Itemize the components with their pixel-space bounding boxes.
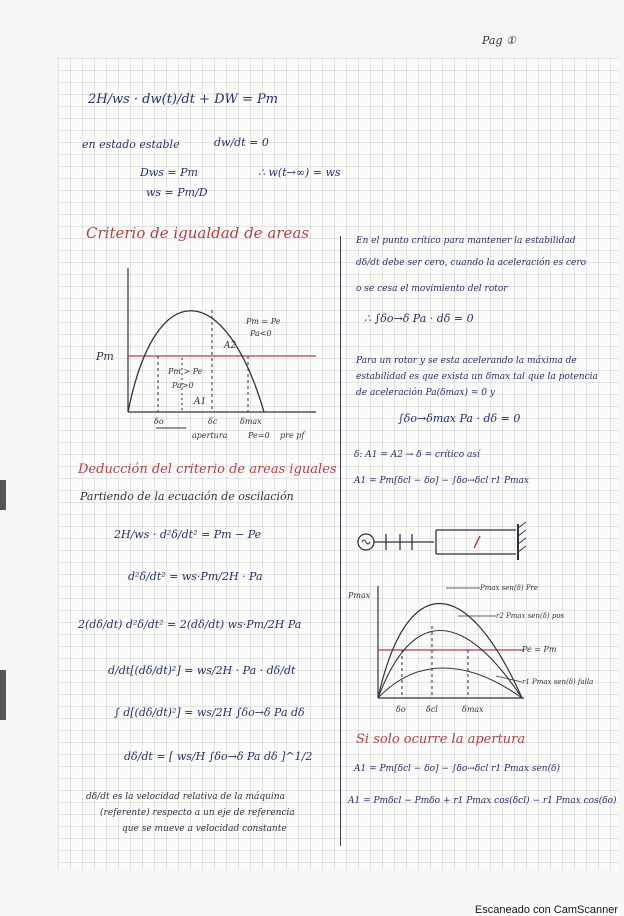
system-line-2: A1 = Pm[δcl − δo] − ∫δo→δcl r1 Pmax [354, 476, 529, 486]
circuit-sketch [356, 520, 536, 564]
steady-state-label: en estado estable [82, 138, 180, 151]
stability-line-2: estabilidad es que exista un δmax tal que la potencia [356, 372, 598, 382]
from-equation-label: Partiendo de la ecuación de oscilación [80, 490, 294, 503]
deduction-step-6: dδ/dt = [ ws/H ∫δo→δ Pa dδ ]^1/2 [124, 750, 313, 763]
column-divider [340, 236, 341, 846]
criterion-title: Criterio de igualdad de areas [86, 224, 309, 242]
stability-line-3: de aceleración Pa(δmax) = 0 y [356, 388, 495, 398]
note-line-1: dδ/dt es la velocidad relativa de la máquina [86, 792, 285, 802]
deduction-step-5: ∫ d[(dδ/dt)²] = ws/2H ∫δo→δ Pa dδ [114, 706, 305, 719]
critical-point-line-3: o se cesa el movimiento del rotor [356, 284, 508, 294]
critical-point-line-2: dδ/dt debe ser cero, cuando la aceleración es cero [356, 258, 587, 268]
deduction-step-2: d²δ/dt² = ws·Pm/2H · Pa [128, 570, 263, 583]
graph-delta-0: δo [154, 417, 164, 426]
binding-mark [0, 670, 6, 720]
scanner-watermark: Escaneado con CamScanner [474, 904, 618, 916]
graph-pre-pf: pre pf [280, 431, 305, 440]
pa-graph-pre-curve: Pmax sen(δ) Pre [480, 584, 539, 592]
deduction-step-3: 2(dδ/dt) d²δ/dt² = 2(dδ/dt) ws·Pm/2H Pa [78, 618, 302, 631]
graph-pa-neg: Pa<0 [250, 329, 272, 338]
pa-graph-falla-curve: r1 Pmax sen(δ) falla [522, 678, 594, 686]
equation-dws: Dws = Pm [140, 166, 198, 179]
note-line-2: (referente) respecto a un eje de referencia [100, 808, 295, 818]
binding-mark [0, 480, 6, 510]
stability-line-1: Para un rotor y se esta acelerando la máxima de [356, 356, 577, 366]
pa-graph-pmax: Pmax [348, 591, 371, 600]
critical-point-line-1: En el punto crítico para mantener la estabilidad [356, 236, 576, 246]
note-line-3: que se mueve a velocidad constante [122, 824, 287, 834]
deduction-title: Deducción del criterio de areas iguales [78, 462, 337, 477]
equal-area-graph [96, 262, 326, 442]
page-number: Pag ① [482, 34, 516, 47]
graph-pa-pos: Pa>0 [172, 381, 194, 390]
equation-limit: ∴ w(t→∞) = ws [258, 166, 341, 179]
deduction-step-4: d/dt[(dδ/dt)²] = ws/2H · Pa · dδ/dt [108, 664, 296, 677]
graph-pm-pe-mid: Pm > Pe [168, 367, 203, 376]
graph-a2-label: A2 [224, 341, 237, 351]
integral-zero: ∴ ∫δo→δ Pa · dδ = 0 [364, 312, 474, 325]
graph-pm-pe-top: Pm = Pe [246, 317, 281, 326]
equation-ws: ws = Pm/D [146, 186, 208, 199]
graph-delta-c: δc [208, 417, 218, 426]
graph-a1-label: A1 [194, 397, 207, 407]
graph-apertura: apertura [192, 431, 228, 440]
apertura-title: Si solo ocurre la apertura [356, 732, 526, 747]
graph-pe0: Pe=0 [248, 431, 270, 440]
pa-graph-delta-0: δo [396, 705, 406, 714]
graph-pm-label: Pm [96, 350, 114, 363]
apertura-expanded: A1 = Pmδcl − Pmδo + r1 Pmax cos(δcl) − r1 Pmax cos(δo) [348, 796, 617, 806]
steady-state-condition: dw/dt = 0 [214, 136, 269, 149]
pa-graph-delta-max: δmax [462, 705, 484, 714]
apertura-equation: A1 = Pm[δcl − δo] − ∫δo→δcl r1 Pmax sen(δ) [354, 764, 561, 774]
pa-graph-pm-line: Pe = Pm [522, 645, 557, 654]
deduction-step-1: 2H/ws · d²δ/dt² = Pm − Pe [114, 528, 262, 541]
pa-graph-pos-curve: r2 Pmax sen(δ) pos [496, 612, 565, 620]
power-angle-graph [346, 578, 596, 718]
integral-max: ∫δo→δmax Pa · dδ = 0 [398, 412, 521, 425]
graph-delta-max: δmax [240, 417, 262, 426]
pa-graph-delta-cl: δcl [426, 705, 438, 714]
swing-equation: 2H/ws · dw(t)/dt + DW = Pm [88, 92, 279, 107]
system-line-1: δ: A1 = A2 → δ = crítico así [354, 450, 480, 460]
